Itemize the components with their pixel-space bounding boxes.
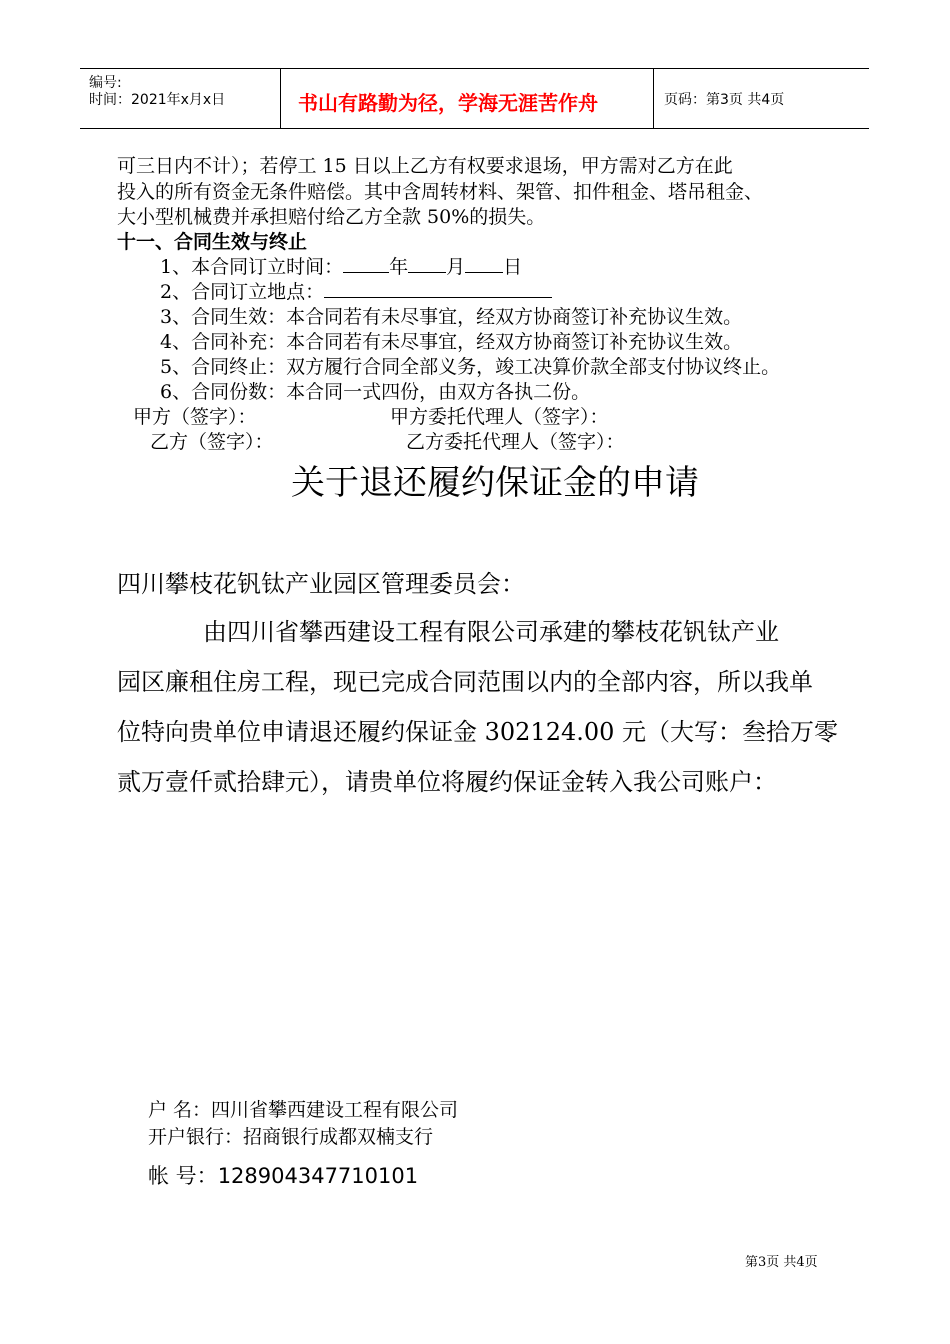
header-date: 时间：2021年x月x日: [89, 92, 226, 108]
application-paragraph-line-3: 位特向贵单位申请退还履约保证金 302124.00 元（大写：叁拾万零: [117, 718, 839, 746]
month-label: 月: [446, 256, 466, 278]
header-motto: 书山有路勤为径，学海无涯苦作舟: [298, 91, 598, 115]
header-divider-left: [280, 68, 281, 129]
account-name: [148, 1097, 458, 1123]
item-2-prefix: 2、合同订立地点：: [160, 281, 325, 303]
account-bank: [148, 1124, 433, 1150]
account-number: [148, 1160, 418, 1190]
place-blank: [324, 279, 552, 298]
sign-party-a-agent: 甲方委托代理人（签字）：: [390, 406, 609, 428]
day-label: 日: [503, 256, 523, 278]
sign-party-b: 乙方（签字）：: [150, 431, 274, 453]
section-title: 十一、合同生效与终止: [117, 231, 308, 253]
application-addressee: 四川攀枝花钒钛产业园区管理委员会：: [117, 570, 525, 598]
application-title: 关于退还履约保证金的申请: [291, 463, 699, 503]
sign-party-a: 甲方（签字）：: [133, 406, 257, 428]
contract-item-2: [160, 279, 552, 305]
contract-item-6: 6、合同份数：本合同一式四份，由双方各执二份。: [160, 381, 591, 403]
contract-continuation-line-2: 投入的所有资金无条件赔偿。其中含周转材料、架管、扣件租金、塔吊租金、: [117, 181, 764, 203]
header-top-border: [80, 68, 869, 69]
contract-item-4: 4、合同补充：本合同若有未尽事宜，经双方协商签订补充协议生效。: [160, 331, 743, 353]
contract-item-5: 5、合同终止：双方履行合同全部义务，竣工决算价款全部支付协议终止。: [160, 356, 781, 378]
header-bottom-border: [80, 128, 869, 129]
application-paragraph-line-2: 园区廉租住房工程，现已完成合同范围以内的全部内容，所以我单: [117, 668, 813, 696]
year-blank: [343, 254, 389, 273]
application-paragraph-line-4: 贰万壹仟贰拾肆元），请贵单位将履约保证金转入我公司账户：: [117, 768, 777, 796]
account-name-value: 四川省攀西建设工程有限公司: [211, 1099, 459, 1121]
contract-continuation-line-3: 大小型机械费并承担赔付给乙方全款 50%的损失。: [117, 206, 546, 228]
month-blank: [408, 254, 446, 273]
account-bank-label: 开户银行：: [148, 1126, 244, 1148]
contract-continuation-line-1: 可三日内不计）；若停工 15 日以上乙方有权要求退场，甲方需对乙方在此: [117, 155, 733, 177]
item-1-prefix: 1、本合同订立时间：: [160, 256, 344, 278]
account-number-value: 128904347710101: [217, 1164, 419, 1188]
footer-page-info: 第3页 共4页: [745, 1255, 818, 1270]
application-paragraph-line-1: 由四川省攀西建设工程有限公司承建的攀枝花钒钛产业: [203, 618, 779, 646]
contract-item-3: 3、合同生效：本合同若有未尽事宜，经双方协商签订补充协议生效。: [160, 306, 743, 328]
sign-party-b-agent: 乙方委托代理人（签字）：: [406, 431, 625, 453]
year-label: 年: [389, 256, 409, 278]
header-divider-right: [653, 68, 654, 129]
header-page-info: 页码：第3页 共4页: [664, 92, 785, 108]
contract-item-1: [160, 254, 522, 280]
account-number-label: 帐 号：: [148, 1164, 218, 1188]
account-name-label: 户 名：: [148, 1099, 212, 1121]
header-doc-number: 编号:: [89, 75, 122, 91]
day-blank: [465, 254, 503, 273]
account-bank-value: 招商银行成都双楠支行: [243, 1126, 434, 1148]
